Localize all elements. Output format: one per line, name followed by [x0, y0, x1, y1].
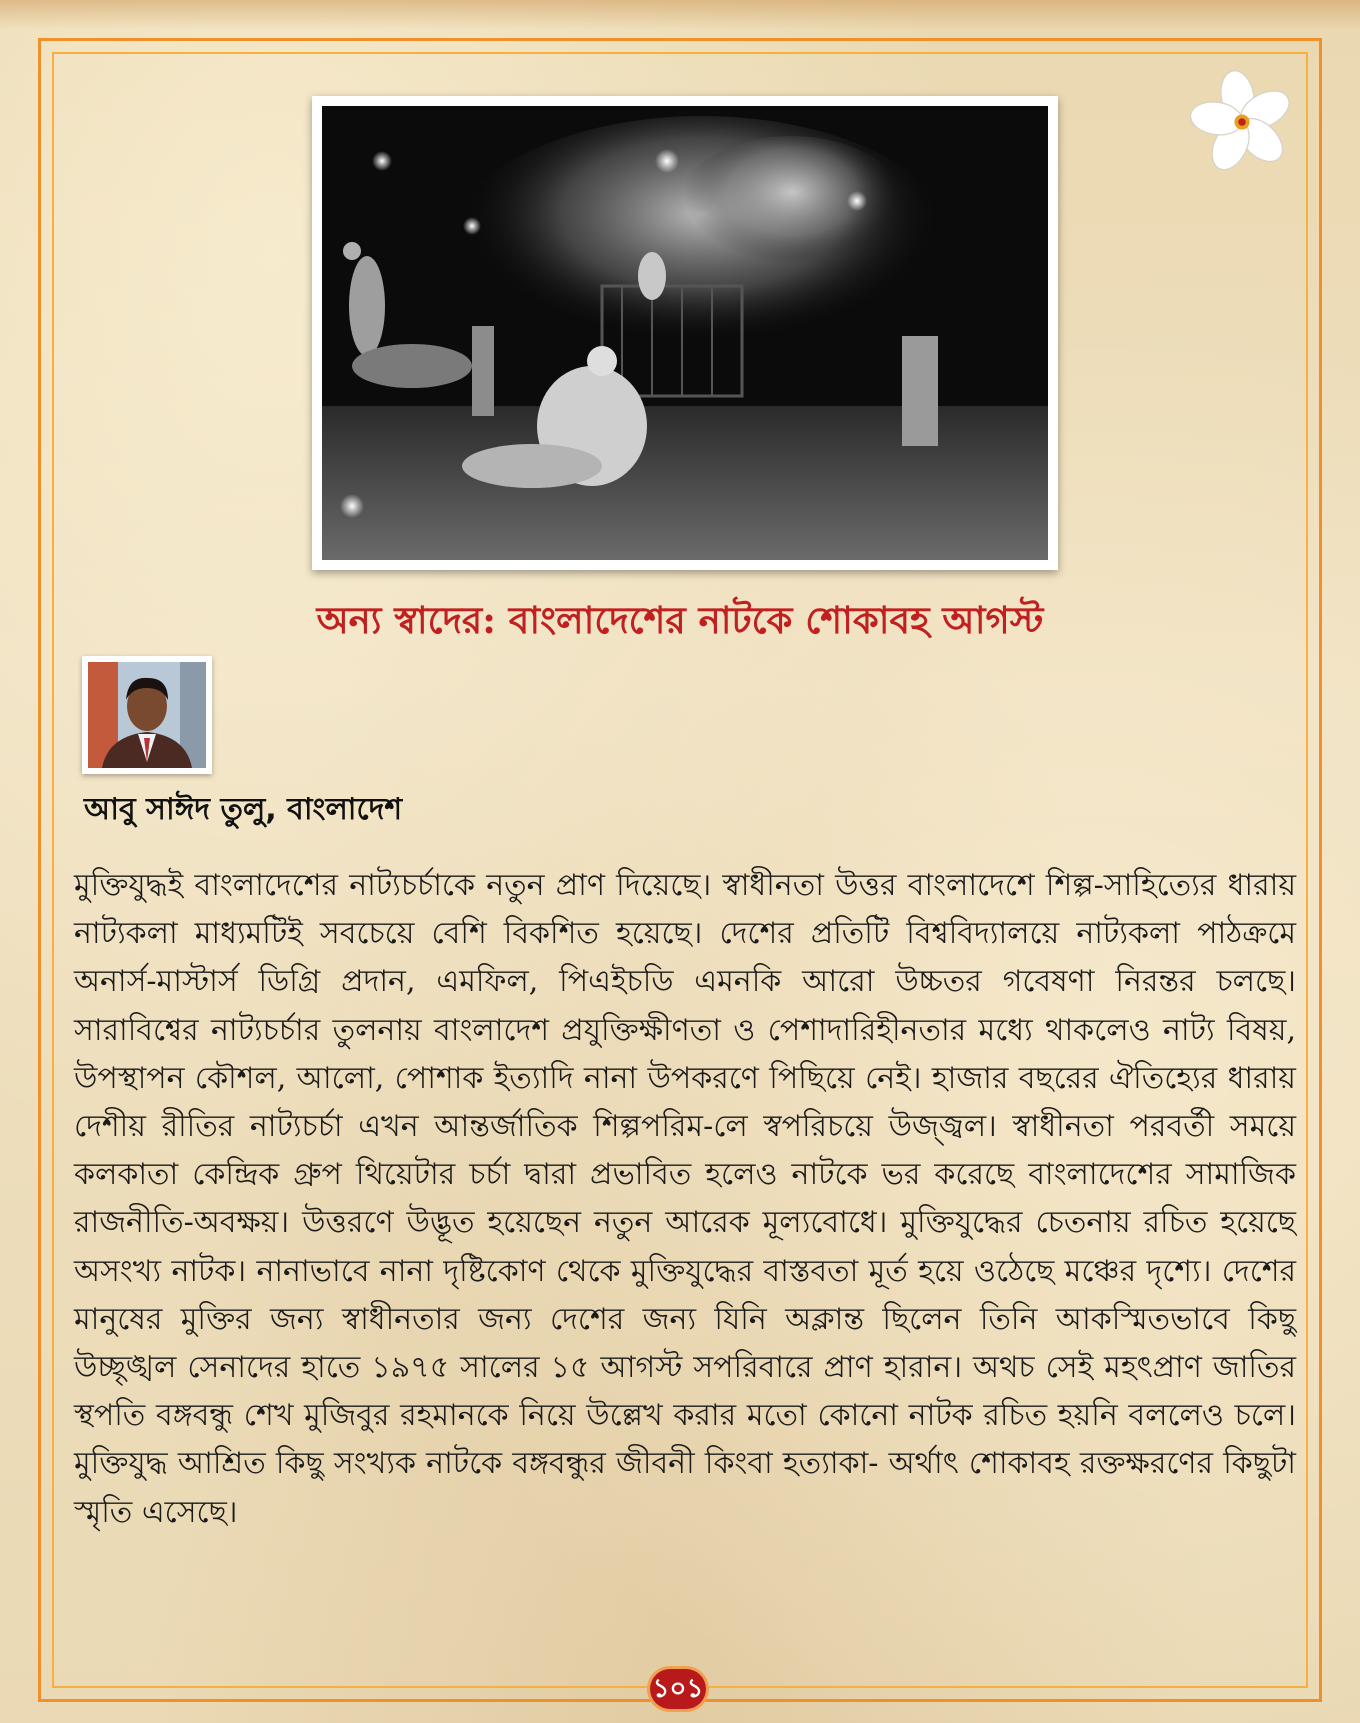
author-avatar [88, 662, 206, 768]
flower-icon [1188, 68, 1296, 176]
article-title: অন্য স্বাদের: বাংলাদেশের নাটকে শোকাবহ আগস্ট [316, 598, 1044, 642]
author-byline: আবু সাঈদ তুলু, বাংলাদেশ [84, 792, 403, 827]
page-number-badge: ১০১ [650, 1669, 706, 1709]
author-photo-frame [82, 656, 212, 774]
article-body: মুক্তিযুদ্ধই বাংলাদেশের নাট্যচর্চাকে নতুন প্রাণ দিয়েছে। স্বাধীনতা উত্তর বাংলাদেশে শিল্প-সাহিত্যের ধারায় নাট্যকলা মাধ্যমটিই সবচেয়ে বেশি বিকশিত হয়েছে। দেশের প্রতিটি বিশ্ববিদ্যালয়ে নাট্যকলা পাঠক্রমে অনার্স-মাস্টার্স ডিগ্রি প্রদান, এমফিল, পিএইচডি এমনকি আরো উচ্চতর গবেষণা নিরন্তর চলছে। সারাবিশ্বের নাট্যচর্চার তুলনায় বাংলাদেশ প্রযুক্তিক্ষীণতা ও পেশাদারিহীনতার মধ্যে থাকলেও নাট্য বিষয়, উপস্থাপন কৌশল, আলো, পোশাক ইত্যাদি নানা উপকরণে পিছিয়ে নেই। হাজার বছরের ঐতিহ্যের ধারায় দেশীয় রীতির নাট্যচর্চা এখন আন্তর্জাতিক শিল্পপরিম-লে স্বপরিচয়ে উজ্জ্বল। স্বাধীনতা পরবর্তী সময়ে কলকাতা কেন্দ্রিক গ্রুপ থিয়েটার চর্চা দ্বারা প্রভাবিত হলেও নাটকে ভর করেছে বাংলাদেশের সামাজিক রাজনীতি-অবক্ষয়। উত্তরণে উদ্ভূত হয়েছেন নতুন আরেক মূল্যবোধে। মুক্তিযুদ্ধের চেতনায় রচিত হয়েছে অসংখ্য নাটক। নানাভাবে নানা দৃষ্টিকোণ থেকে মুক্তিযুদ্ধের বাস্তবতা মূর্ত হয়ে ওঠেছে মঞ্চের দৃশ্যে। দেশের মানুষের মুক্তির জন্য স্বাধীনতার জন্য দেশের জন্য যিনি অক্লান্ত ছিলেন তিনি আকস্মিতভাবে কিছু উচ্ছৃঙ্খল সেনাদের হাতে ১৯৭৫ সালের ১৫ আগস্ট সপরিবারে প্রাণ হারান। অথচ সেই মহৎপ্রাণ জাতির স্থপতি বঙ্গবন্ধু শেখ মুজিবুর রহমানকে নিয়ে উল্লেখ করার মতো কোনো নাটক রচিত হয়নি বললেও চলে। মুক্তিযুদ্ধ আশ্রিত কিছু সংখ্যক নাটকে বঙ্গবন্ধুর জীবনী কিংবা হত্যাকা- অর্থাৎ শোকাবহ রক্তক্ষরণের কিছুটা স্মৃতি এসেছে। [74, 868, 1296, 1530]
stage-photo [322, 106, 1048, 560]
stage-photo-frame [312, 96, 1058, 570]
top-edge-glow [0, 0, 1360, 30]
